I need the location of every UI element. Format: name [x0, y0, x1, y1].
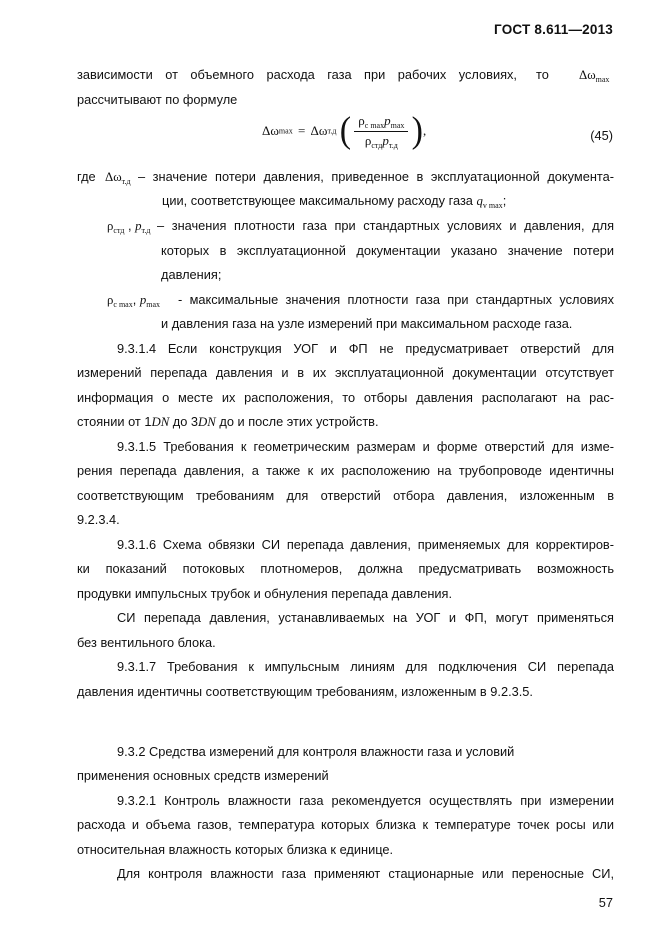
text-line: и давления газа на узле измерений при максимальном расходе газа.: [161, 316, 573, 331]
math-symbol: $\Delta\omega_{max}$: [579, 68, 610, 84]
text-line: 9.3.2.1 Контроль влажности газа рекомендуется осуществлять при измерении: [117, 793, 614, 808]
text-line: измерений перепада давления и в их эксплуатационной документации отсутствует: [77, 365, 614, 380]
text-line: ции, соответствующее максимальному расходу газа $q_{v max}$;: [162, 193, 507, 210]
page-number: 57: [598, 895, 613, 910]
text-line: информация о месте их расположения, то отборы давления располагают на рас-: [77, 390, 614, 405]
text-line: относительная влажность которых близка к единице.: [77, 842, 394, 857]
text-line: 9.3.1.5 Требования к геометрическим размерам и форме отверстий для изме-: [117, 439, 614, 454]
formula-45: Δωmax = Δωт.д ( $\frac{\rho_{с max}p_{max}}{\rho_{стд}p_{т.д}}$ ),: [262, 110, 427, 151]
text-line: Для контроля влажности газа применяют стационарные или переносные СИ,: [117, 866, 614, 881]
formula-fraction: $\frac{\rho_{с max}p_{max}}{\rho_{стд}p_{т.д}}$: [354, 113, 408, 150]
text-line: давления идентичны соответствующим требованиям, изложенным в 9.2.3.5.: [77, 684, 533, 699]
text-line: соответствующим требованиям для отверстий отбора давления, изложенным в: [77, 488, 614, 503]
section-heading: 9.3.2 Средства измерений для контроля влажности газа и условий: [117, 744, 515, 759]
text-line: ки показаний потоковых плотномеров, должна предусматривать возможность: [77, 561, 614, 576]
text-line: которых в эксплуатационной документации указано значение потери: [161, 243, 614, 258]
text-line: 9.2.3.4.: [77, 512, 120, 527]
math-symbol: $\Delta\omega_{т.д}$: [105, 170, 131, 186]
text-line: рения перепада давления, а также к их расположению на трубопроводе идентичны: [77, 463, 614, 478]
text-line: расхода и объема газов, температура которых близка к температуре точек росы или: [77, 817, 614, 832]
math-symbol: $\rho_{стд}$ , $p_{т.д}$: [107, 218, 151, 235]
text-line: продувки импульсных трубок и обнуления перепада давления.: [77, 586, 453, 601]
text-line: зависимости от объемного расхода газа при рабочих условиях,: [77, 67, 517, 82]
formula-number: (45): [590, 128, 613, 143]
text-line: 9.3.1.6 Схема обвязки СИ перепада давления, применяемых для корректиров-: [117, 537, 614, 552]
text-line: где: [77, 169, 96, 184]
text-line: – значения плотности газа при стандартных условиях и давления, для: [157, 218, 614, 233]
text-line: - максимальные значения плотности газа при стандартных условиях: [178, 292, 614, 307]
text-line: – значение потери давления, приведенное в эксплуатационной документа-: [138, 169, 614, 184]
section-heading: применения основных средств измерений: [77, 768, 329, 783]
text-line: 9.3.1.4 Если конструкция УОГ и ФП не предусматривает отверстий для: [117, 341, 614, 356]
text-line: СИ перепада давления, устанавливаемых на УОГ и ФП, могут применяться: [117, 610, 614, 625]
page-header: ГОСТ 8.611—2013: [494, 22, 613, 37]
text-line: давления;: [161, 267, 222, 282]
text-line: без вентильного блока.: [77, 635, 216, 650]
math-symbol: $\rho_{с max}$, $p_{max}$: [107, 292, 161, 309]
text-line: 9.3.1.7 Требования к импульсным линиям для подключения СИ перепада: [117, 659, 614, 674]
text-line: стоянии от 1DN до 3DN до и после этих устройств.: [77, 414, 379, 429]
text-line: то: [536, 67, 549, 82]
text-line: рассчитывают по формуле: [77, 92, 238, 107]
